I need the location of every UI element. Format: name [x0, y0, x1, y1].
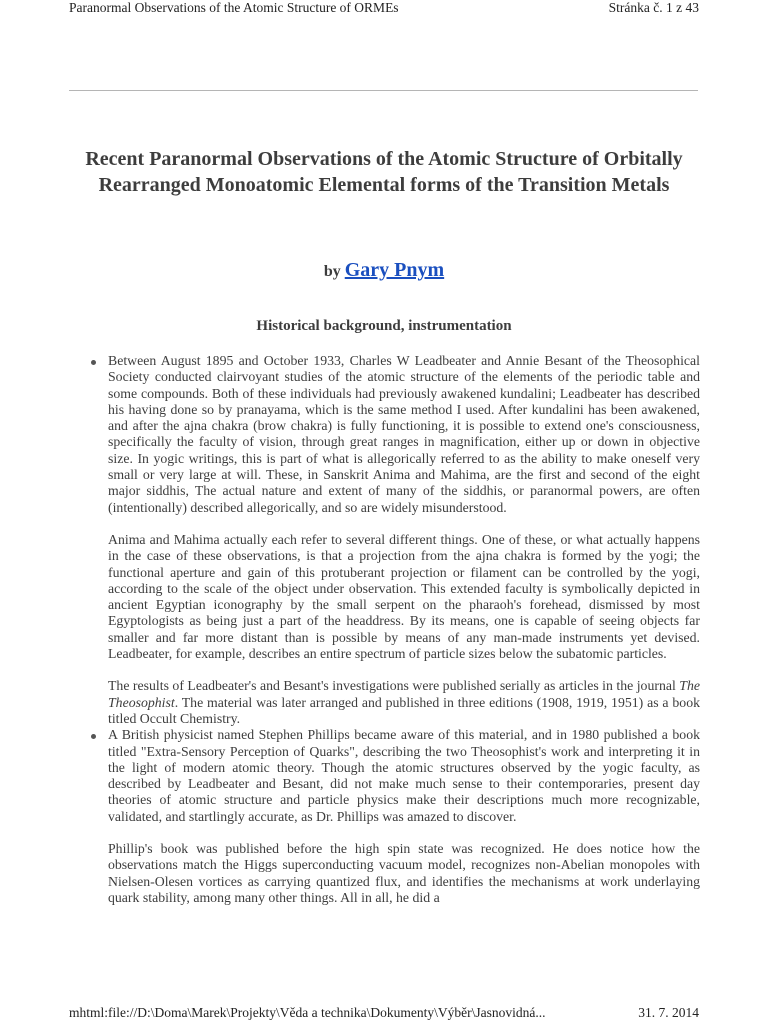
paragraph-text: The results of Leadbeater's and Besant's investigations were published serially as articles in the journal: [108, 678, 680, 694]
paragraph-text: . The material was later arranged and published in three editions (1908, 1919, 1951) as a book titled Occult Chemistry.: [108, 694, 700, 726]
list-item: [108, 353, 700, 727]
author-link[interactable]: Gary Pnym: [344, 259, 445, 281]
article-body: [108, 353, 700, 906]
paragraph: Anima and Mahima actually each refer to several different things. One of these, or what actually happens in the case of these observations, is that a projection from the ajna chakra is formed by the yogi; the functional aperture and gain of this protuberant projection or filament can be controlled by the yogi, according to the scale of the object under observation. This extended faculty is symbolically depicted in ancient Egyptian iconography by the small serpent on the pharaoh's forehead, dismissed by most Egyptologists as being just a part of the headdress. By its means, one is capable of seeing objects far smaller and far more distant than is possible by means of any man-made instruments yet devised. Leadbeater, for example, describes an entire spectrum of particle sizes below the subatomic particles.: [108, 531, 700, 662]
journal-name: The Theosophist: [108, 678, 700, 710]
print-date: 31. 7. 2014: [638, 1005, 699, 1020]
section-heading: Historical background, instrumentation: [256, 318, 512, 334]
paragraph: A British physicist named Stephen Phillips became aware of this material, and in 1980 published a book titled "Extra-Sensory Perception of Quarks", describing the two Theosophist's work and interpreting it in the light of modern atomic theory. Though the atomic structures observed by the yogic faculty, as described by Leadbeater and Besant, did not make much sense to their contemporaries, present day theories of atomic structure and particle physics make their descriptions much more recognizable, validated, and startlingly accurate, as Dr. Phillips was amazed to discover.: [108, 727, 700, 824]
bullet-list: [108, 353, 700, 906]
paragraph: [108, 678, 700, 727]
byline: [60, 259, 708, 282]
page-number: Stránka č. 1 z 43: [608, 0, 699, 15]
list-item: [108, 727, 700, 906]
page-footer: [69, 1005, 699, 1023]
paragraph: Phillip's book was published before the high spin state was recognized. He does notice how the observations match the Higgs superconducting vacuum model, recognizes non-Abelian monopoles with Nielsen-Olesen vortices as carrying quantized flux, and identifies the mechanisms at work underlaying quark stability, among many other things. All in all, he did a: [108, 841, 700, 905]
paragraph: Between August 1895 and October 1933, Charles W Leadbeater and Annie Besant of the Theosophical Society conducted clairvoyant studies of the atomic structure of the elements of the periodic table and some compounds. Both of these individuals had previously awakened kundalini; Leadbeater has described his having done so by pranayama, which is the same method I used. After kundalini has been awakened, and after the ajna chakra (brow chakra) is fully functioning, it is possible to extend one's consciousness, specifically the faculty of vision, through great ranges in magnification, either up or down in objective size. In yogic writings, this is part of what is allegorically referred to as the ability to make oneself very small or very large at will. These, in Sanskrit Anima and Mahima, are the first and second of the eight major siddhis, The actual nature and extent of many of the siddhis, or paranormal powers, are often (intentionally) described allegorically, and so are widely misunderstood.: [108, 353, 700, 515]
horizontal-rule: [69, 90, 698, 91]
file-path: mhtml:file://D:\Doma\Marek\Projekty\Věda a technika\Dokumenty\Výběr\Jasnovidná...: [69, 1005, 546, 1020]
document-title: Paranormal Observations of the Atomic Structure of ORMEs: [69, 0, 399, 15]
page-header: [69, 0, 699, 18]
byline-prefix: by: [323, 263, 341, 280]
article-title: Recent Paranormal Observations of the Atomic Structure of Orbitally Rearranged Monoatomic Elemental forms of the Transition Metals: [85, 148, 683, 196]
